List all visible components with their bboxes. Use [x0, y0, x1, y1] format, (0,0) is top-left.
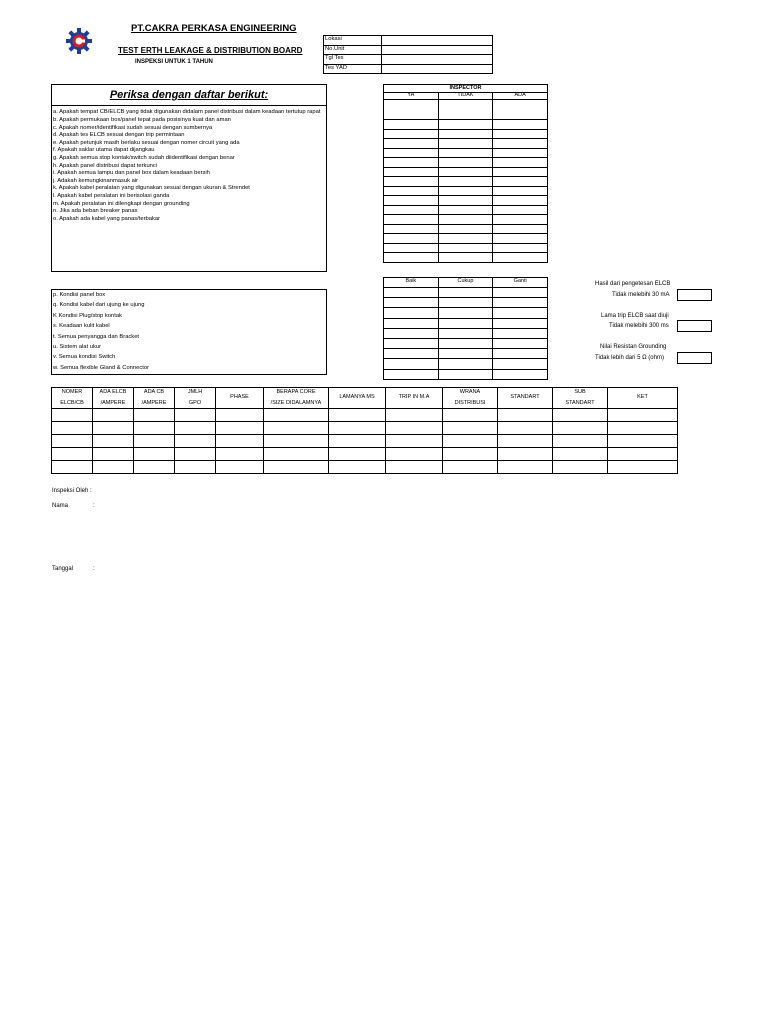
answer-cell[interactable]: [384, 253, 439, 263]
column-ganti: Ganti: [493, 278, 548, 288]
equipment-header-row: [52, 388, 678, 409]
answer-cell[interactable]: [384, 186, 439, 196]
table-cell[interactable]: [93, 448, 134, 461]
table-cell[interactable]: [52, 422, 93, 435]
grounding-title: Nilai Resistan Grounding: [600, 344, 667, 350]
col-header-phase: PHASE: [216, 388, 264, 409]
column-ya: YA: [384, 93, 439, 100]
table-cell[interactable]: [498, 435, 553, 448]
checklist-item: a. Apakah tempat CB/ELCB yang tidak digunakan didalam panel distribusi dalam keadaan tertutup rapat: [53, 109, 321, 115]
form-subtitle: INSPEKSI UNTUK 1 TAHUN: [135, 59, 213, 65]
answer-cell[interactable]: [384, 308, 439, 318]
info-row-tes-yad: [324, 64, 493, 74]
trip-time-limit: Tidak melebihi 300 ms: [609, 323, 669, 329]
answer-cell[interactable]: [438, 253, 493, 263]
table-cell[interactable]: [443, 409, 498, 422]
checklist-item: k. Apakah kabel peralatan yang digunakan sesuai dengan ukuran & Strendet: [53, 185, 250, 192]
answer-row: [384, 308, 548, 318]
answer-cell[interactable]: [438, 328, 493, 338]
answer-cell[interactable]: [493, 215, 548, 225]
answer-cell[interactable]: [493, 359, 548, 369]
answer-cell[interactable]: [493, 288, 548, 298]
answer-cell[interactable]: [493, 224, 548, 234]
info-value-lokasi[interactable]: [382, 36, 493, 46]
info-grid: [323, 35, 493, 74]
answer-cell[interactable]: [493, 338, 548, 348]
answer-cell[interactable]: [493, 234, 548, 244]
answer-cell[interactable]: [493, 369, 548, 379]
table-cell[interactable]: [93, 409, 134, 422]
table-cell[interactable]: [386, 448, 443, 461]
info-value-no-unit[interactable]: [382, 45, 493, 55]
checklist-item: l. Apakah kabel peralatan ini berisolasi ganda: [53, 192, 170, 199]
answer-cell[interactable]: [438, 215, 493, 225]
answer-cell[interactable]: [384, 205, 439, 215]
col-header-trip-in-ma: TRIP IN M.A: [386, 388, 443, 409]
table-cell[interactable]: [93, 435, 134, 448]
answer-cell[interactable]: [493, 120, 548, 130]
table-cell[interactable]: [264, 422, 329, 435]
answer-cell[interactable]: [438, 234, 493, 244]
answer-cell[interactable]: [493, 318, 548, 328]
table-cell[interactable]: [329, 409, 386, 422]
equipment-table: [51, 387, 678, 474]
col-header-sub-standart: SUB STANDART: [553, 388, 608, 409]
answer-cell[interactable]: [384, 167, 439, 177]
answer-cell[interactable]: [438, 243, 493, 253]
table-cell[interactable]: [175, 435, 216, 448]
grounding-limit: Tidak lebih dari 5 Ω (ohm): [595, 355, 664, 361]
answer-row: [384, 120, 548, 130]
condition-item: s. Keadaan kulit kabel: [53, 323, 110, 330]
answer-row: [384, 139, 548, 149]
table-cell[interactable]: [443, 461, 498, 474]
answer-cell[interactable]: [384, 288, 439, 298]
table-cell[interactable]: [264, 409, 329, 422]
condition-columns-row: [384, 278, 548, 288]
checklist-item: f. Apakah saklar utama dapat dijangkau: [53, 147, 155, 154]
answer-row: [384, 196, 548, 206]
answer-cell[interactable]: [438, 186, 493, 196]
checklist-item: n. Jika ada beban breaker panas: [53, 208, 138, 215]
answer-cell[interactable]: [438, 177, 493, 187]
grounding-field[interactable]: [677, 352, 712, 364]
answer-cell[interactable]: [384, 338, 439, 348]
column-tidak: TIDAK: [438, 93, 493, 100]
answer-cell[interactable]: [438, 129, 493, 139]
answer-cell[interactable]: [438, 158, 493, 168]
answer-row: [384, 215, 548, 225]
answer-cell[interactable]: [384, 177, 439, 187]
answer-cell[interactable]: [438, 308, 493, 318]
table-cell[interactable]: [93, 461, 134, 474]
answer-cell[interactable]: [493, 100, 548, 120]
answer-cell[interactable]: [438, 349, 493, 359]
answer-row: [384, 177, 548, 187]
answer-cell[interactable]: [438, 369, 493, 379]
answer-row: [384, 253, 548, 263]
column-cukup: Cukup: [438, 278, 493, 288]
table-cell[interactable]: [608, 435, 678, 448]
inspected-by-label: Inspeksi Oleh :: [52, 488, 92, 494]
answer-cell[interactable]: [493, 298, 548, 308]
answer-row: [384, 129, 548, 139]
answer-cell[interactable]: [438, 318, 493, 328]
inspector-columns-row: [384, 93, 548, 100]
col-header-nomer: NOMER ELCB/CB: [52, 388, 93, 409]
answer-cell[interactable]: [384, 120, 439, 130]
table-cell[interactable]: [608, 448, 678, 461]
checklist-heading: Periksa dengan daftar berikut:: [52, 85, 326, 106]
answer-cell[interactable]: [493, 129, 548, 139]
answer-cell[interactable]: [493, 167, 548, 177]
inspector-label: INSPECTOR: [384, 85, 548, 93]
checklist-item: b. Apakah permukaan box/panel tepat pada posisinya kuat dan aman: [53, 117, 231, 123]
answer-cell[interactable]: [384, 359, 439, 369]
table-cell[interactable]: [498, 461, 553, 474]
condition-item: u. Sistem alat ukur: [53, 344, 102, 351]
info-row-tgl-tes: [324, 55, 493, 65]
table-cell[interactable]: [386, 435, 443, 448]
checklist-items: [53, 109, 324, 223]
table-cell[interactable]: [386, 409, 443, 422]
answer-row: [384, 349, 548, 359]
table-cell[interactable]: [608, 409, 678, 422]
table-cell[interactable]: [52, 409, 93, 422]
answer-cell[interactable]: [438, 359, 493, 369]
answer-cell[interactable]: [384, 243, 439, 253]
condition-checklist-box: [51, 289, 327, 375]
col-header-lamanya-ms: LAMANYA MS: [329, 388, 386, 409]
answer-row: [384, 148, 548, 158]
answer-cell[interactable]: [493, 158, 548, 168]
answer-cell[interactable]: [384, 100, 439, 120]
info-label: Tgl Tes: [324, 55, 382, 65]
col-header-ket: KET: [608, 388, 678, 409]
answer-cell[interactable]: [493, 177, 548, 187]
table-cell[interactable]: [134, 435, 175, 448]
answer-cell[interactable]: [438, 224, 493, 234]
condition-item: q. Kondisi kabel dari ujung ke ujung: [53, 302, 145, 309]
company-logo-icon: [62, 28, 96, 54]
info-row-lokasi: [324, 36, 493, 46]
column-baik: Baik: [384, 278, 439, 288]
answer-row: [384, 288, 548, 298]
col-header-wrana-distribusi: WRANA DISTRIBUSI: [443, 388, 498, 409]
trip-time-field[interactable]: [677, 320, 712, 332]
table-cell[interactable]: [52, 448, 93, 461]
table-cell[interactable]: [134, 448, 175, 461]
checklist-item: e. Apakah petunjuk masih berlaku sesuai dengan nomer circuit yang ada: [53, 139, 240, 146]
table-cell[interactable]: [608, 461, 678, 474]
date-label: Tanggal: [52, 566, 74, 572]
table-cell[interactable]: [264, 435, 329, 448]
checklist-item: d. Apakah tes ELCB sesuai dengan trip permintaan: [53, 132, 185, 139]
table-cell[interactable]: [329, 435, 386, 448]
answer-cell[interactable]: [384, 215, 439, 225]
checklist-item: g. Apakah semua stop kontak/switch sudah diidentifikasi dengan benar: [53, 154, 235, 161]
info-label: No.Unit: [324, 45, 382, 55]
condition-item: t. Semua penyangga dan Bracket: [53, 333, 140, 340]
table-row: [52, 448, 678, 461]
answer-cell[interactable]: [384, 129, 439, 139]
table-cell[interactable]: [329, 461, 386, 474]
answer-cell[interactable]: [438, 120, 493, 130]
answer-cell[interactable]: [438, 100, 493, 120]
condition-item: v. Semua kondisi Switch: [53, 354, 116, 361]
table-cell[interactable]: [553, 461, 608, 474]
table-cell[interactable]: [216, 435, 264, 448]
table-cell[interactable]: [216, 461, 264, 474]
table-cell[interactable]: [264, 461, 329, 474]
condition-item: p. Kondisi panel box: [53, 292, 106, 298]
condition-item: w. Semua flexible Gland & Connector: [53, 364, 150, 371]
answer-cell[interactable]: [493, 328, 548, 338]
table-cell[interactable]: [553, 409, 608, 422]
answer-cell[interactable]: [384, 234, 439, 244]
name-separator: :: [93, 503, 95, 509]
column-ada: ADA: [493, 93, 548, 100]
table-cell[interactable]: [216, 422, 264, 435]
table-cell[interactable]: [175, 461, 216, 474]
answer-cell[interactable]: [493, 196, 548, 206]
table-cell[interactable]: [264, 448, 329, 461]
name-label: Nama: [52, 503, 69, 509]
table-cell[interactable]: [134, 422, 175, 435]
col-header-jmlh-gpo: JMLH GPO: [175, 388, 216, 409]
table-cell[interactable]: [175, 422, 216, 435]
checklist-item: c. Apakah nomer/identifikasi sudah sesuai dengan sumbernya: [53, 124, 213, 131]
inspector-grid: [383, 84, 548, 263]
col-header-berapa-core: BERAPA CORE /SIZE DIDALAMNYA: [264, 388, 329, 409]
answer-row: [384, 359, 548, 369]
answer-cell[interactable]: [493, 205, 548, 215]
table-cell[interactable]: [386, 461, 443, 474]
table-cell[interactable]: [175, 448, 216, 461]
company-name: PT.CAKRA PERKASA ENGINEERING: [131, 23, 297, 34]
table-cell[interactable]: [52, 461, 93, 474]
answer-cell[interactable]: [384, 148, 439, 158]
answer-row: [384, 224, 548, 234]
answer-cell[interactable]: [384, 369, 439, 379]
answer-cell[interactable]: [438, 298, 493, 308]
info-row-no-unit: [324, 45, 493, 55]
answer-cell[interactable]: [493, 186, 548, 196]
checklist-item: i. Apakah semua lampu dan panel box dalam keadaan bersih: [53, 170, 210, 177]
condition-item: K Kondisi Plug/stop kontak: [53, 312, 122, 319]
info-label: Tes YAD: [324, 64, 382, 74]
answer-row: [384, 186, 548, 196]
answer-cell[interactable]: [384, 349, 439, 359]
table-cell[interactable]: [498, 422, 553, 435]
answer-cell[interactable]: [493, 349, 548, 359]
table-cell[interactable]: [93, 422, 134, 435]
checklist-item: h. Apakah panel distribusi dapat terkunci: [53, 162, 158, 169]
table-row: [52, 435, 678, 448]
table-cell[interactable]: [443, 422, 498, 435]
col-header-ada-cb: ADA CB /AMPERE: [134, 388, 175, 409]
answer-row: [384, 158, 548, 168]
col-header-standart: STANDART: [498, 388, 553, 409]
answer-cell[interactable]: [438, 338, 493, 348]
table-cell[interactable]: [329, 422, 386, 435]
checklist-item: o. Apakah ada kabel yang panas/terbakar: [53, 215, 160, 222]
table-cell[interactable]: [498, 409, 553, 422]
checklist-item: j. Adakah kemungkinanmasuk air: [53, 177, 139, 184]
answer-cell[interactable]: [384, 224, 439, 234]
table-cell[interactable]: [443, 435, 498, 448]
table-cell[interactable]: [553, 422, 608, 435]
table-cell[interactable]: [216, 409, 264, 422]
answer-cell[interactable]: [384, 318, 439, 328]
elcb-result-title: Hasil dari pengetesan ELCB: [595, 281, 671, 287]
answer-row: [384, 328, 548, 338]
info-value-tes-yad[interactable]: [382, 64, 493, 74]
table-cell[interactable]: [216, 448, 264, 461]
answer-cell[interactable]: [384, 196, 439, 206]
answer-cell[interactable]: [384, 328, 439, 338]
elcb-result-limit: Tidak melebihi 30 mA: [612, 292, 670, 298]
answer-cell[interactable]: [438, 148, 493, 158]
table-cell[interactable]: [175, 409, 216, 422]
table-cell[interactable]: [553, 435, 608, 448]
col-header-ada-elcb: ADA ELCB /AMPERE: [93, 388, 134, 409]
answer-cell[interactable]: [493, 253, 548, 263]
table-cell[interactable]: [498, 448, 553, 461]
info-value-tgl-tes[interactable]: [382, 55, 493, 65]
table-cell[interactable]: [134, 461, 175, 474]
checklist-box: [51, 84, 327, 272]
answer-row: [384, 298, 548, 308]
answer-row: [384, 167, 548, 177]
answer-cell[interactable]: [438, 205, 493, 215]
table-row: [52, 409, 678, 422]
form-title: TEST ERTH LEAKAGE & DISTRIBUTION BOARD: [118, 46, 303, 55]
table-cell[interactable]: [608, 422, 678, 435]
table-cell[interactable]: [386, 422, 443, 435]
answer-cell[interactable]: [438, 288, 493, 298]
table-row: [52, 461, 678, 474]
elcb-result-field[interactable]: [677, 289, 712, 301]
answer-cell[interactable]: [438, 196, 493, 206]
answer-cell[interactable]: [438, 139, 493, 149]
answer-row: [384, 318, 548, 328]
answer-cell[interactable]: [493, 308, 548, 318]
answer-cell[interactable]: [384, 298, 439, 308]
table-cell[interactable]: [52, 435, 93, 448]
answer-row: [384, 338, 548, 348]
answer-row: [384, 100, 548, 120]
answer-row: [384, 234, 548, 244]
condition-grid: [383, 277, 548, 380]
table-cell[interactable]: [443, 448, 498, 461]
checklist-item: m. Apakah peralatan ini dilengkapi dengan grounding: [53, 200, 190, 207]
info-label: Lokasi: [324, 36, 382, 46]
date-separator: :: [93, 566, 95, 572]
table-cell[interactable]: [553, 448, 608, 461]
answer-cell[interactable]: [493, 148, 548, 158]
answer-row: [384, 243, 548, 253]
answer-cell[interactable]: [438, 167, 493, 177]
answer-cell[interactable]: [493, 243, 548, 253]
table-cell[interactable]: [134, 409, 175, 422]
answer-row: [384, 369, 548, 379]
answer-cell[interactable]: [384, 158, 439, 168]
table-cell[interactable]: [329, 448, 386, 461]
answer-row: [384, 205, 548, 215]
trip-time-title: Lama trip ELCB saat diuji: [601, 313, 669, 319]
table-row: [52, 422, 678, 435]
answer-cell[interactable]: [384, 139, 439, 149]
answer-cell[interactable]: [493, 139, 548, 149]
